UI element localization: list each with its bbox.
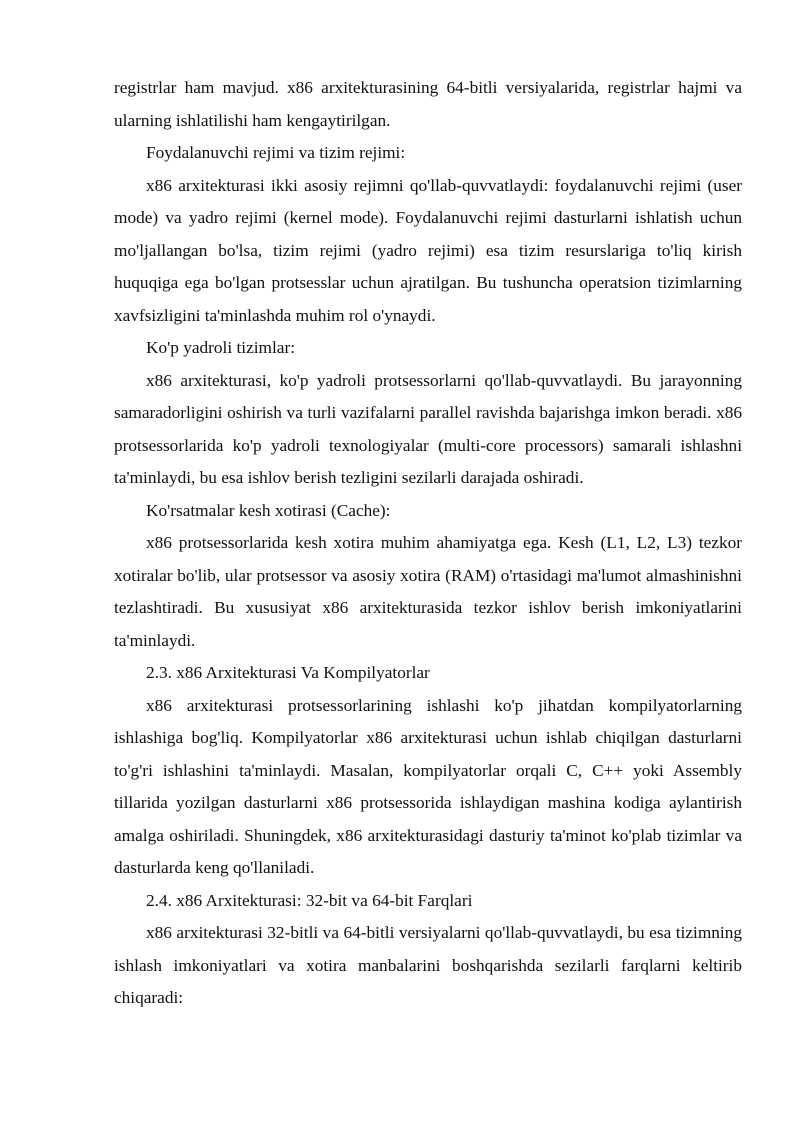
heading-instruction-cache: Ko'rsatmalar kesh xotirasi (Cache):	[146, 500, 391, 520]
heading-multicore-systems: Ko'p yadroli tizimlar:	[146, 338, 296, 357]
document-body	[114, 72, 742, 1015]
paragraph-registers-continued: registrlar ham mavjud. x86 arxitekturasining 64-bitli versiyalarida, registrlar hajmi va ularning ishlatilishi ham kengaytirilgan.	[114, 78, 742, 130]
heading-user-and-system-mode: Foydalanuvchi rejimi va tizim rejimi:	[146, 143, 406, 162]
paragraph-user-and-kernel-mode: x86 arxitekturasi ikki asosiy rejimni qo'llab-quvvatlaydi: foydalanuvchi rejimi (user mode) va yadro rejimi (kernel mode). Foydalanuvchi rejimi dasturlarni ishlatish uchun mo'ljallangan bo'lsa, tizim rejimi (yadro rejimi) esa tizim resurslariga to'liq kirish huquqiga ega bo'lgan protsesslar uchun ajratilgan. Bu tushuncha operatsion tizimlarning xavfsizligini ta'minlashda muhim rol o'ynaydi.	[114, 175, 742, 325]
section-heading-2-4-32bit-vs-64bit: 2.4. x86 Arxitekturasi: 32-bit va 64-bit Farqlari	[146, 890, 473, 910]
paragraph-cache-memory: x86 protsessorlarida kesh xotira muhim ahamiyatga ega. Kesh (L1, L2, L3) tezkor xotiralar bo'lib, ular protsessor va asosiy xotira (RAM) o'rtasidagi ma'lumot almashinishni tezlashtiradi. Bu xususiyat x86 arxitekturasida tezkor ishlov berish imkoniyatlarini ta'minlaydi.	[114, 533, 742, 650]
paragraph-32bit-64bit-versions: x86 arxitekturasi 32-bitli va 64-bitli versiyalarni qo'llab-quvvatlaydi, bu esa tizimning ishlash imkoniyatlari va xotira manbalarini boshqarishda sezilarli farqlarni keltirib chiqaradi:	[114, 923, 742, 1007]
section-heading-2-3-compilers: 2.3. x86 Arxitekturasi Va Kompilyatorlar	[146, 663, 430, 682]
paragraph-compilers: x86 arxitekturasi protsessorlarining ishlashi ko'p jihatdan kompilyatorlarning ishlashiga bog'liq. Kompilyatorlar x86 arxitekturasi uchun ishlab chiqilgan dasturlarni to'g'ri ishlashini ta'minlaydi. Masalan, kompilyatorlar orqali C, C++ yoki Assembly tillarida yozilgan dasturlarni x86 protsessorida ishlaydigan mashina kodiga aylantirish amalga oshiriladi. Shuningdek, x86 arxitekturasidagi dasturiy ta'minot ko'plab tizimlar va dasturlarda keng qo'llaniladi.	[114, 695, 742, 877]
paragraph-multicore-processors: x86 arxitekturasi, ko'p yadroli protsessorlarni qo'llab-quvvatlaydi. Bu jarayonning samaradorligini oshirish va turli vazifalarni parallel ravishda bajarishga imkon beradi. x86 protsessorlarida ko'p yadroli texnologiyalar (multi-core processors) samarali ishlashni ta'minlaydi, bu esa ishlov berish tezligini sezilarli darajada oshiradi.	[114, 370, 742, 487]
